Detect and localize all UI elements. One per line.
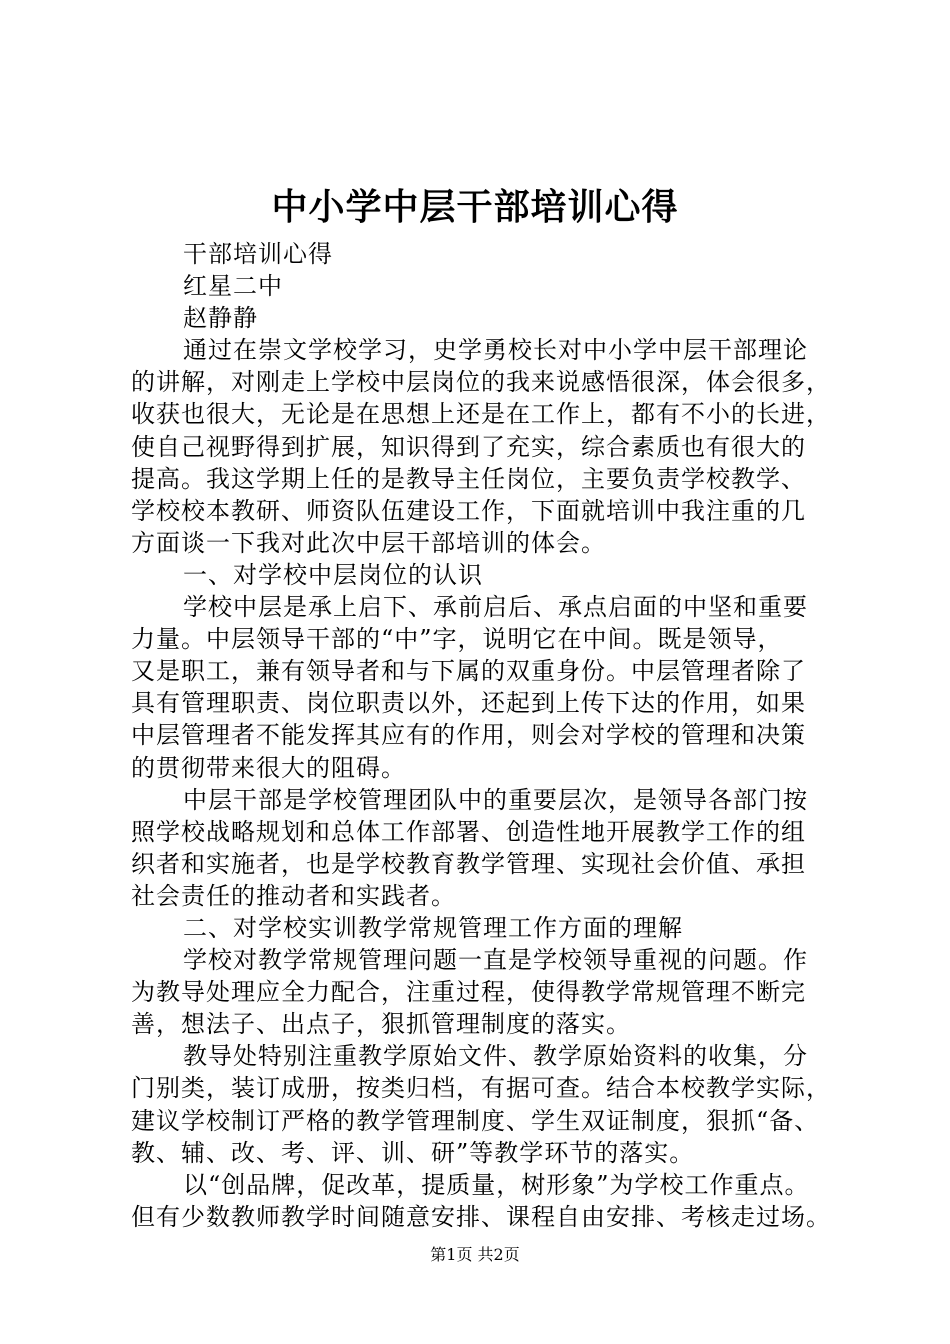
- text-line: 学校对教学常规管理问题一直是学校领导重视的问题。作: [183, 946, 808, 975]
- text-line: 干部培训心得: [183, 240, 333, 268]
- text-line: 收获也很大，无论是在思想上还是在工作上，都有不小的长进，: [131, 400, 831, 429]
- text-line: 建议学校制订严格的教学管理制度、学生双证制度，狠抓“备、: [131, 1106, 820, 1135]
- text-line: 的讲解，对刚走上学校中层岗位的我来说感悟很深，体会很多，: [131, 368, 831, 397]
- text-line: 赵静静: [183, 304, 258, 333]
- text-line: 为教导处理应全力配合，注重过程，使得教学常规管理不断完: [131, 978, 806, 1007]
- document-title: 中小学中层干部培训心得: [271, 187, 679, 228]
- text-line: 善，想法子、出点子，狠抓管理制度的落实。: [131, 1010, 631, 1039]
- page-footer: 第1页 共2页: [430, 1245, 520, 1264]
- text-line: 一、对学校中层岗位的认识: [183, 560, 483, 589]
- text-line: 学校中层是承上启下、承前启后、承点启面的中坚和重要: [183, 593, 808, 622]
- text-line: 照学校战略规划和总体工作部署、创造性地开展教学工作的组: [131, 817, 806, 846]
- text-line: 方面谈一下我对此次中层干部培训的体会。: [131, 528, 606, 557]
- text-line: 学校校本教研、师资队伍建设工作，下面就培训中我注重的几: [131, 496, 806, 525]
- text-line: 力量。中层领导干部的“中”字，说明它在中间。既是领导，: [131, 625, 783, 654]
- text-line: 织者和实施者，也是学校教育教学管理、实现社会价值、承担: [131, 849, 806, 878]
- text-line: 但有少数教师教学时间随意安排、课程自由安排、考核走过场。: [131, 1202, 831, 1231]
- text-line: 教、辅、改、考、评、训、研”等教学环节的落实。: [131, 1138, 695, 1167]
- document-body: [131, 238, 831, 1233]
- text-line: 通过在崇文学校学习，史学勇校长对中小学中层干部理论: [183, 336, 808, 365]
- text-line: 社会责任的推动者和实践者。: [131, 881, 456, 910]
- text-line: 教导处特别注重教学原始文件、教学原始资料的收集，分: [183, 1042, 808, 1071]
- text-line: 中层管理者不能发挥其应有的作用，则会对学校的管理和决策: [131, 721, 806, 750]
- text-line: 红星二中: [183, 272, 283, 301]
- text-line: 具有管理职责、岗位职责以外，还起到上传下达的作用，如果: [131, 689, 806, 718]
- text-line: 的贯彻带来很大的阻碍。: [131, 753, 406, 782]
- text-line: 以“创品牌，促改革，提质量，树形象”为学校工作重点。: [183, 1170, 810, 1199]
- text-line: 二、对学校实训教学常规管理工作方面的理解: [183, 913, 683, 942]
- text-line: 门别类，装订成册，按类归档，有据可查。结合本校教学实际，: [131, 1074, 831, 1103]
- text-line: 又是职工，兼有领导者和与下属的双重身份。中层管理者除了: [131, 657, 806, 686]
- text-line: 使自己视野得到扩展，知识得到了充实，综合素质也有很大的: [131, 432, 806, 461]
- text-line: 提高。我这学期上任的是教导主任岗位，主要负责学校教学、: [131, 464, 806, 493]
- text-line: 中层干部是学校管理团队中的重要层次，是领导各部门按: [183, 785, 808, 814]
